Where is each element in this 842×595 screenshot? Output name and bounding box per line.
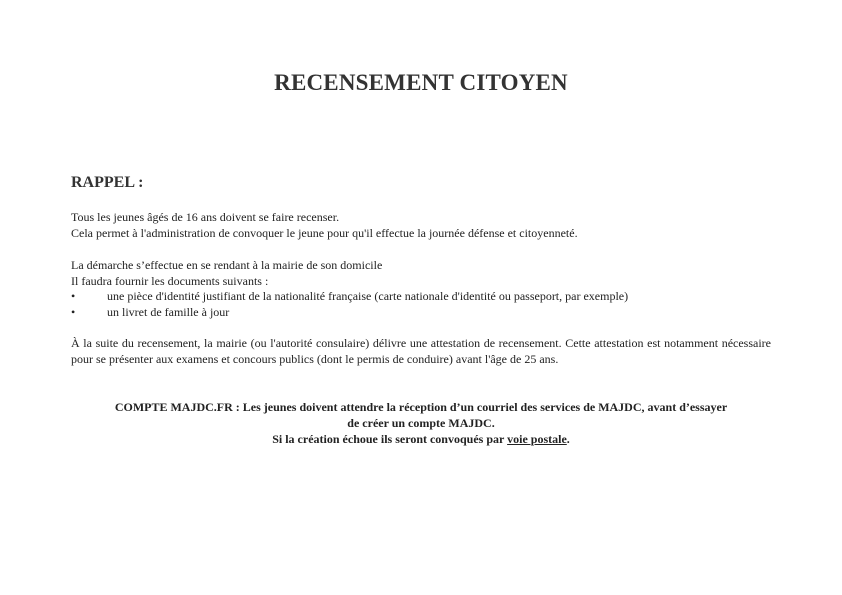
majdc-notice [71,399,771,447]
procedure-paragraph [71,258,771,320]
bullet-icon: • [71,289,76,303]
list-item [71,305,771,321]
procedure-line-1: La démarche s’effectue en se rendant à la mairie de son domicile [71,258,383,272]
certificate-paragraph [71,336,771,367]
list-item [71,289,771,305]
intro-line-2: Cela permet à l'administration de convoquer le jeune pour qu'il effectue la journée défense et citoyenneté. [71,225,578,240]
postal-mail-link[interactable]: voie postale [507,432,567,446]
majdc-line-2: de créer un compte MAJDC. [347,416,495,430]
majdc-line-3-suffix: . [566,432,570,446]
list-item-text: un livret de famille à jour [107,304,230,319]
intro-paragraph [71,210,771,241]
majdc-line-3 [71,431,771,447]
bullet-icon: • [71,304,76,319]
list-item-text: une pièce d'identité justifiant de la nationalité française (carte nationale d'identité ou passeport, par exemple) [107,289,629,303]
majdc-line-1: COMPTE MAJDC.FR : Les jeunes doivent attendre la réception d’un courriel des services de MAJDC, avant d’essayer [114,400,728,414]
reminder-heading: RAPPEL : [71,174,144,191]
procedure-line-2: Il faudra fournir les documents suivants : [71,273,269,288]
certificate-text: À la suite du recensement, la mairie (ou l'autorité consulaire) délivre une attestation de recensement. Cette attestation est notamment nécessaire pour se présenter aux examens et concours publics (dont le permis de conduire) avant l'âge de 25 ans. [71,336,771,366]
intro-line-1: Tous les jeunes âgés de 16 ans doivent se faire recenser. [71,210,340,224]
page-title: RECENSEMENT CITOYEN [274,70,568,95]
majdc-line-3-prefix: Si la création échoue ils seront convoqués par [272,432,508,446]
documents-list [71,289,771,320]
